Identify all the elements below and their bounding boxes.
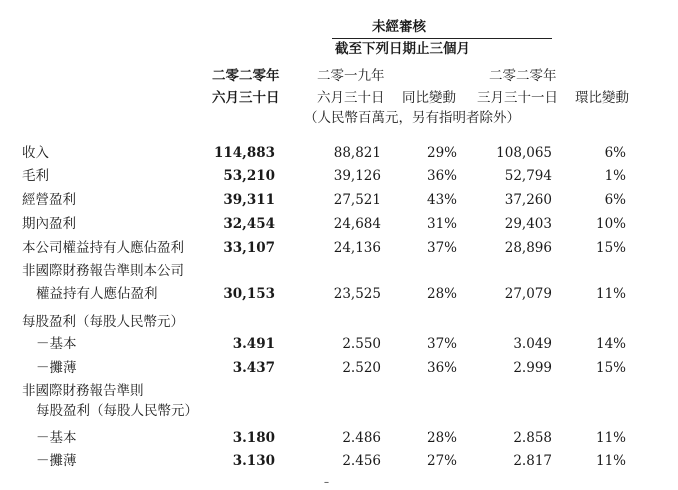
cell-q2-2019: 23,525 [333, 286, 381, 302]
col1-header-line2: 六月三十日 [212, 90, 280, 106]
cell-q2-2020: 3.130 [232, 453, 275, 469]
row-label: 收入 [22, 145, 49, 161]
cell-qoq: 15% [595, 360, 626, 376]
cell-yoy: 37% [426, 240, 457, 256]
cell-qoq: 15% [595, 240, 626, 256]
cell-q2-2020: 30,153 [223, 286, 275, 302]
cell-yoy: 28% [426, 286, 457, 302]
col2-header-line1: 二零一九年 [317, 68, 385, 84]
row-label: －攤薄 [36, 453, 77, 469]
section-label-nonifrs-line1: 非國際財務報告準則 [22, 383, 144, 399]
cell-q2-2020: 32,454 [223, 216, 275, 232]
col3-header: 同比變動 [402, 90, 456, 106]
header-unaudited: 未經審核 [372, 19, 426, 35]
section-label-eps: 每股盈利（每股人民幣元） [22, 314, 184, 330]
row-label-line1: 非國際財務報告準則本公司 [22, 263, 184, 279]
cell-q2-2020: 3.180 [232, 430, 275, 446]
row-label: －攤薄 [36, 360, 77, 376]
cell-q1-2020: 52,794 [504, 168, 552, 184]
cell-q2-2019: 39,126 [333, 168, 381, 184]
cell-qoq: 11% [595, 286, 626, 302]
cell-yoy: 27% [426, 453, 457, 469]
cell-q2-2020: 33,107 [223, 240, 275, 256]
cell-q2-2019: 2.456 [342, 453, 381, 469]
row-label: －基本 [36, 430, 77, 446]
cell-q1-2020: 28,896 [504, 240, 552, 256]
header-rule [332, 38, 552, 39]
col1-header-line1: 二零二零年 [212, 68, 280, 84]
cell-qoq: 11% [595, 430, 626, 446]
cell-q2-2020: 114,883 [213, 145, 275, 161]
cell-q1-2020: 27,079 [504, 286, 552, 302]
cell-yoy: 36% [426, 360, 457, 376]
cell-q1-2020: 3.049 [513, 336, 552, 352]
cell-q1-2020: 29,403 [504, 216, 552, 232]
cell-q2-2020: 3.491 [232, 336, 275, 352]
cell-q2-2019: 2.520 [342, 360, 381, 376]
cell-qoq: 1% [604, 168, 626, 184]
cell-q1-2020: 2.858 [513, 430, 552, 446]
col5-header: 環比變動 [575, 90, 629, 106]
cell-yoy: 37% [426, 336, 457, 352]
row-label: 經營盈利 [22, 192, 76, 208]
cell-qoq: 10% [595, 216, 626, 232]
cell-q1-2020: 2.999 [513, 360, 552, 376]
row-label: 期內盈利 [22, 216, 76, 232]
cell-q1-2020: 2.817 [513, 453, 552, 469]
cell-yoy: 43% [426, 192, 457, 208]
header-period: 截至下列日期止三個月 [335, 41, 470, 57]
row-label: 毛利 [22, 168, 49, 184]
cell-q2-2019: 2.486 [342, 430, 381, 446]
cell-yoy: 29% [426, 145, 457, 161]
cell-q2-2019: 2.550 [342, 336, 381, 352]
cell-q2-2019: 27,521 [333, 192, 381, 208]
cell-qoq: 11% [595, 453, 626, 469]
row-label: －基本 [36, 336, 77, 352]
row-label: 本公司權益持有人應佔盈利 [22, 240, 184, 256]
cell-q2-2019: 88,821 [333, 145, 381, 161]
page-mark: – [324, 477, 329, 488]
cell-q2-2020: 53,210 [223, 168, 275, 184]
cell-qoq: 6% [604, 145, 626, 161]
section-label-nonifrs-line2: 每股盈利（每股人民幣元） [36, 403, 198, 419]
col4-header-line1: 二零二零年 [489, 68, 557, 84]
cell-q2-2019: 24,684 [333, 216, 381, 232]
cell-q2-2019: 24,136 [333, 240, 381, 256]
col4-header-line2: 三月三十一日 [477, 90, 558, 106]
row-label-line2: 權益持有人應佔盈利 [36, 286, 158, 302]
cell-yoy: 36% [426, 168, 457, 184]
cell-q2-2020: 39,311 [223, 192, 275, 208]
cell-qoq: 14% [595, 336, 626, 352]
cell-q1-2020: 108,065 [496, 145, 552, 161]
cell-yoy: 28% [426, 430, 457, 446]
cell-yoy: 31% [426, 216, 457, 232]
units-note: （人民幣百萬元，另有指明者除外） [304, 110, 520, 126]
cell-q1-2020: 37,260 [504, 192, 552, 208]
cell-qoq: 6% [604, 192, 626, 208]
col2-header-line2: 六月三十日 [317, 90, 385, 106]
cell-q2-2020: 3.437 [232, 360, 275, 376]
